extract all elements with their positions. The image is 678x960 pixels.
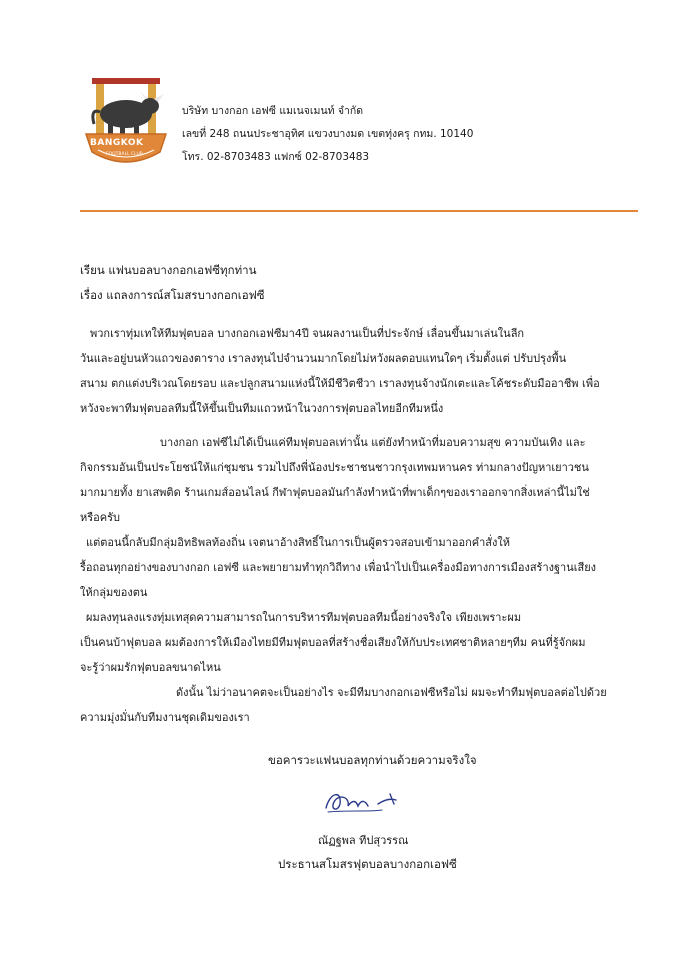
salutation: เรียน แฟนบอลบางกอกเอฟซีทุกท่าน xyxy=(80,263,257,277)
signer-title: ประธานสโมสรฟุตบอลบางกอกเอฟซี xyxy=(278,857,457,871)
closing-line: ขอคารวะแฟนบอลทุกท่านด้วยความจริงใจ xyxy=(268,753,477,767)
body-line: ความมุ่งมั่นกับทีมงานชุดเดิมของเรา xyxy=(80,711,250,724)
body-line: กิจกรรมอันเป็นประโยชน์ให้แก่ชุมชน รวมไปถึงพี่น้องประชาชนชาวกรุงเทพมหานคร ท่ามกลางปัญหาเยาวชน xyxy=(80,461,589,474)
body-line: วันและอยู่บนหัวแถวของตาราง เราลงทุนไปจำนวนมากโดยไม่หวังผลตอบแทนใดๆ เริ่มตั้งแต่ ปรับปรุงพื้น xyxy=(80,352,567,365)
bangkok-fc-logo-icon xyxy=(80,72,172,172)
body-line: พวกเราทุ่มเทให้ทีมฟุตบอล บางกอกเอฟซีมา4ปี จนผลงานเป็นที่ประจักษ์ เลื่อนขึ้นมาเล่นในลีก xyxy=(90,327,525,340)
logo-subtext: FOOTBALL CLUB xyxy=(106,152,143,157)
body-line: หรือครับ xyxy=(80,511,121,524)
body-line: ดังนั้น ไม่ว่าอนาคตจะเป็นอย่างไร จะมีทีมบางกอกเอฟซีหรือไม่ ผมจะทำทีมฟุตบอลต่อไปด้วย xyxy=(176,686,607,699)
signer-name: ณัฏฐพล ทีปสุวรรณ xyxy=(318,834,409,847)
body-line: มากมายทั้ง ยาเสพติด ร้านเกมส์ออนไลน์ กีฬาฟุตบอลมันกำลังทำหน้าที่พาเด็กๆของเราออกจากสิ่งเหล่านี้ไม่ใช่ xyxy=(80,486,590,499)
body-line: แต่ตอนนี้กลับมีกลุ่มอิทธิพลท้องถิ่น เจตนาอ้างสิทธิ์ในการเป็นผู้ตรวจสอบเข้ามาออกคำสั่งให้ xyxy=(86,536,510,549)
body-line: เป็นคนบ้าฟุตบอล ผมต้องการให้เมืองไทยมีทีมฟุตบอลที่สร้างชื่อเสียงให้กับประเทศชาติหลายๆทีม คนที่รู้จักผม xyxy=(80,636,586,649)
body-line: ผมลงทุนลงแรงทุ่มเทสุดความสามารถในการบริหารทีมฟุตบอลทีมนี้อย่างจริงใจ เพียงเพราะผม xyxy=(86,611,522,624)
body-line: จะรู้ว่าผมรักฟุตบอลขนาดไหน xyxy=(80,661,221,674)
body-line: รื้อถอนทุกอย่างของบางกอก เอฟซี และพยายามทำทุกวิถีทาง เพื่อนำไปเป็นเครื่องมือทางการเมืองสร้างฐานเสียง xyxy=(80,561,597,574)
company-address: เลขที่ 248 ถนนประชาอุทิศ แขวงบางมด เขตทุ่งครุ กทม. 10140 xyxy=(182,128,474,140)
body-line: บางกอก เอฟซีไม่ได้เป็นแค่ทีมฟุตบอลเท่านั้น แต่ยังทำหน้าที่มอบความสุข ความบันเทิง และ xyxy=(160,436,586,449)
header-divider xyxy=(80,210,638,212)
company-contact: โทร. 02-8703483 แฟกซ์ 02-8703483 xyxy=(182,151,370,163)
body-line: ให้กลุ่มของตน xyxy=(80,586,148,599)
company-info xyxy=(182,100,473,169)
logo-text: BANGKOK xyxy=(90,138,144,148)
company-name: บริษัท บางกอก เอฟซี แมเนจเมนท์ จำกัด xyxy=(182,105,364,117)
body-line: สนาม ตกแต่งบริเวณโดยรอบ และปลูกสนามแห่งนี้ให้มีชีวิตชีวา เราลงทุนจ้างนักเตะและโค้ชระดับมืออาชีพ เพื่อ xyxy=(80,377,600,390)
subject-line: เรื่อง แถลงการณ์สโมสรบางกอกเอฟซี xyxy=(80,288,265,302)
body-line: หวังจะพาทีมฟุตบอลทีมนี้ให้ขึ้นเป็นทีมแถวหน้าในวงการฟุตบอลไทยอีกทีมหนึ่ง xyxy=(80,402,444,415)
handwritten-signature-icon xyxy=(320,782,416,818)
